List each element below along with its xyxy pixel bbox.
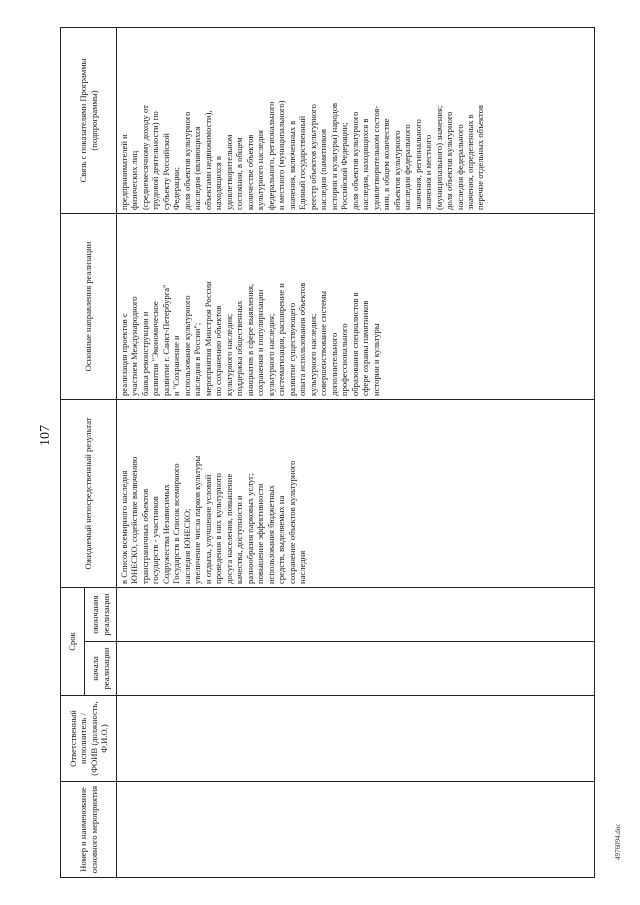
- cell-event: [117, 782, 595, 878]
- program-table-sheet: [60, 28, 595, 878]
- table-row: [117, 27, 595, 877]
- header-indicators: Связь с показателями Программы (подпрограммы): [61, 27, 117, 213]
- cell-indicators: предпринимателей и физических лиц (среднемесячному доходу от трудовой деятельности) по субъекту Российской Федерации; доля объектов культурного наследия (являющихся объектами недвижимости), находящихся в удовлетворительном состоянии, в общем количестве объектов культурного наследия федерального, регионального и местного (муниципального) значения, включенных в Единый государственный реестр объектов культурного наследия (памятников истории и культуры) народов Российской Федерации; доля объектов культурного наследия, находящихся в удовлетворительном состоя- нии, в общем количестве объектов культурного наследия федерального значения, регионального значения и местного (муниципального) значения; доля объектов культурного наследия федерального значения, определенных в перечне отдельных объектов: [117, 27, 595, 213]
- program-events-table: [60, 27, 595, 878]
- page-number: 107: [38, 425, 53, 446]
- header-expected-result: Ожидаемый непосредственный результат: [61, 399, 117, 587]
- cell-expected-result: в Список всемирного наследия ЮНЕСКО, содействие включению трансграничных объектов государств - участников Содружества Независимых Государств в Список всемирного наследия ЮНЕСКО; увеличение числа парков культуры и отдыха, улучшение условий проведения в них культурного досуга населения, повышение качества, доступности и разнообразия парковых услуг; повышение эффективности использования бюджетных средств, выделяемых на сохранение объектов культурного наследия: [117, 399, 595, 587]
- cell-responsible: [117, 696, 595, 782]
- header-responsible: Ответственный исполнитель / (ФОИВ (должность, Ф.И.О.): [61, 696, 117, 782]
- header-term-end: окончания реализации: [85, 587, 117, 641]
- header-term: Срок: [61, 587, 85, 695]
- header-term-start: начала реализации: [85, 642, 117, 696]
- cell-term-start: [117, 642, 595, 696]
- document-id: 4976094.doc: [614, 823, 622, 860]
- cell-term-end: [117, 587, 595, 641]
- cell-directions: реализация проектов с участием Международного банка реконструкции и развития "Экономическое развитие г. Санкт-Петербурга" и "Сохранение и использование культурного наследия в России"; мероприятия Минстроя России по сохранению объектов культурного наследия; поддержка общественных инициатив в сфере выявления, сохранения и популяризации культурного наследия; систематизация, расширение и развитие существующего опыта использования объектов культурного наследия; совершенствование системы дополнительного профессионального образования специалистов в сфере охраны памятников истории и культуры: [117, 213, 595, 399]
- header-directions: Основные направления реализации: [61, 213, 117, 399]
- header-event: Номер и наименование основного мероприятия: [61, 782, 117, 878]
